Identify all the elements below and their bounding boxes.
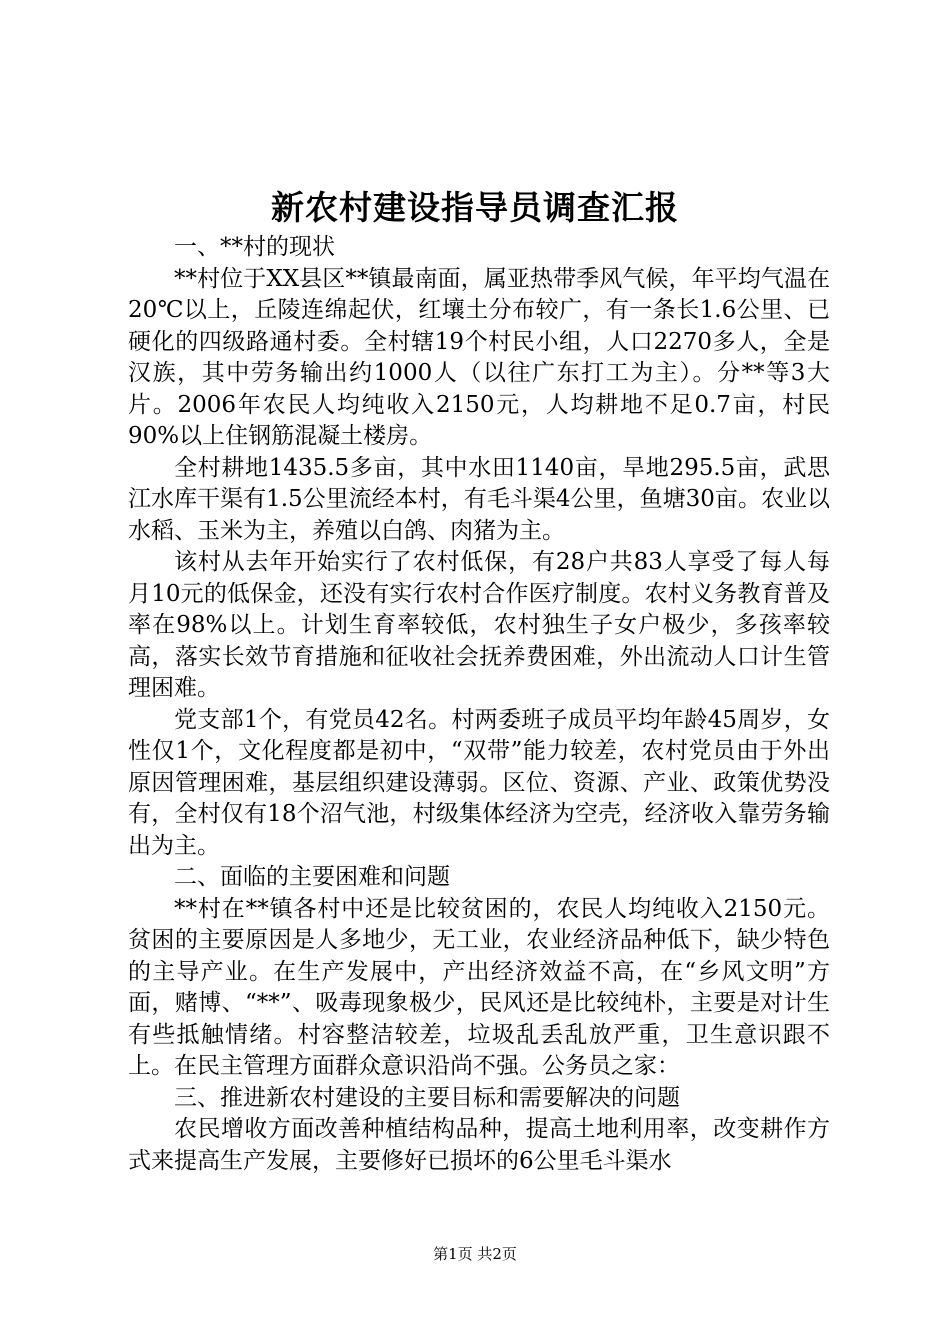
page-footer: 第1页 共2页	[433, 1245, 517, 1263]
paragraph: 党支部1个，有党员42名。村两委班子成员平均年龄45周岁，女性仅1个，文化程度都是初中，“双带”能力较差，农村党员由于外出原因管理困难，基层组织建设薄弱。区位、资源、产业、政策优势没有，全村仅有18个沼气池，村级集体经济为空壳，经济收入靠劳务输出为主。	[128, 706, 830, 859]
document-body	[128, 232, 830, 1177]
document-title: 新农村建设指导员调查汇报	[271, 188, 679, 227]
paragraph: 农民增收方面改善种植结构品种，提高土地利用率，改变耕作方式来提高生产发展，主要修好已损坏的6公里毛斗渠水	[128, 1116, 830, 1174]
paragraph: 全村耕地1435.5多亩，其中水田1140亩，旱地295.5亩，武思江水库干渠有1.5公里流经本村，有毛斗渠4公里，鱼塘30亩。农业以水稻、玉米为主，养殖以白鸽、肉猪为主。	[128, 454, 830, 544]
section-heading-1: 一、**村的现状	[174, 234, 335, 260]
paragraph: **村位于XX县区**镇最南面，属亚热带季风气候，年平均气温在20℃以上，丘陵连绵起伏，红壤土分布较广，有一条长1.6公里、已硬化的四级路通村委。全村辖19个村民小组，人口2270多人，全是汉族，其中劳务输出约1000人（以往广东打工为主）。分**等3大片。2006年农民人均纯收入2150元，人均耕地不足0.7亩，村民90%以上住钢筋混凝土楼房。	[128, 265, 830, 449]
paragraph: 该村从去年开始实行了农村低保，有28户共83人享受了每人每月10元的低保金，还没有实行农村合作医疗制度。农村义务教育普及率在98%以上。计划生育率较低，农村独生子女户极少，多孩率较高，落实长效节育措施和征收社会抚养费困难，外出流动人口计生管理困难。	[128, 549, 830, 701]
section-heading-2: 二、面临的主要困难和问题	[174, 864, 450, 890]
section-heading-3: 三、推进新农村建设的主要目标和需要解决的问题	[174, 1084, 680, 1111]
paragraph: **村在**镇各村中还是比较贫困的，农民人均纯收入2150元。贫困的主要原因是人多地少，无工业，农业经济品种低下，缺少特色的主导产业。在生产发展中，产出经济效益不高，在“乡风文明”方面，赌博、“**”、吸毒现象极少，民风还是比较纯朴，主要是对计生有些抵触情绪。村容整洁较差，垃圾乱丢乱放严重，卫生意识跟不上。在民主管理方面群众意识沿尚不强。公务员之家：	[128, 895, 830, 1079]
